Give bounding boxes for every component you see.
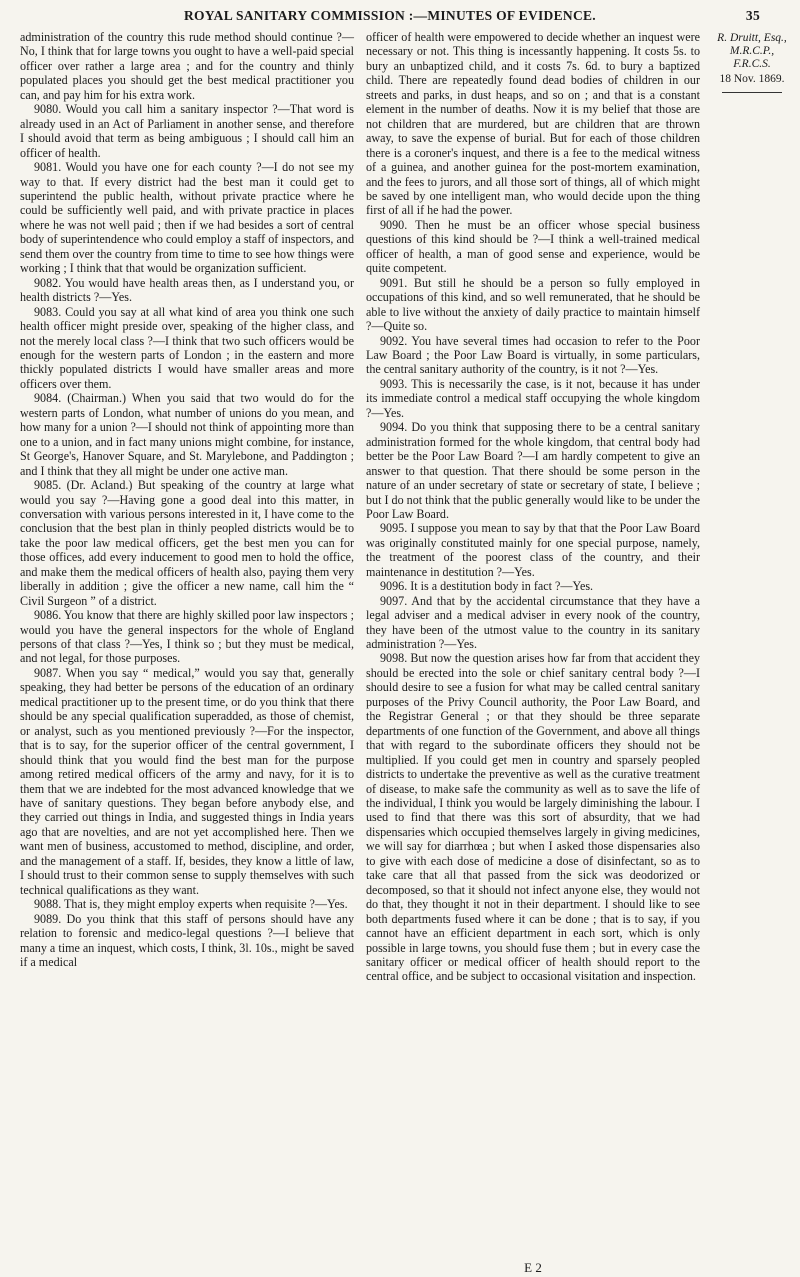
header-title: ROYAL SANITARY COMMISSION :—MINUTES OF EVIDENCE.	[184, 8, 596, 23]
evidence-date: 18 Nov. 1869.	[719, 73, 785, 85]
witness-name: R. Druitt, Esq., M.R.C.P., F.R.C.S.	[717, 32, 787, 70]
evidence-paragraph: 9090. Then he must be an officer whose special business questions of this kind should be ?—I think a well-trained medical officer of health, a man of good sense and experience, would be quite competent.	[366, 217, 700, 276]
evidence-paragraph: 9088. That is, they might employ experts when requisite ?—Yes.	[34, 897, 348, 912]
evidence-paragraph: 9098. But now the question arises how far from that accident they should be erected into the sole or chief sanitary central body ?—I should desire to see a fusion for what may be called central sanitary purposes of the Privy Council authority, the Poor Law Board, and the Registrar General ; or that they should be three separate departments of one function of the Government, and above all things that with regard to the subordinate officers they should not be multiplied. If you could get men in country and sparsely peopled districts to undertake the preventive as well as the curative treatment of disease, to make safe the community as well as to save the life of the individual, I think you would be largely diminishing the labour. I used to find that there was this sort of absurdity, that we had dispensaries which occupied themselves largely in giving medicines, we will say for diarrhœa ; but when I asked those dispensaries also to give with each dose of medicine a dose of disinfectant, so as to take care that all that passed from the sick was deodorized or decomposed, so that it should not infect anyone else, they would not do that, they thought it not in their department. I should like to see both departments fused where it can be done ; that is to say, if you cannot have an efficient department in each sort, which is only possible in large towns, you should fuse them ; but in every case the sanitary officer or medical officer of health should report to the central office, and be subject to occasional visitation and inspection.	[366, 651, 700, 984]
evidence-paragraph: administration of the country this rude method should continue ?—No, I think that for large towns you ought to have a well-paid special officer over rather a large area ; and for the country and thinly populated places you should get the best medical practitioner you can, and pay him for his extra work.	[20, 30, 354, 102]
evidence-paragraph: officer of health were empowered to decide whether an inquest were necessary or not. This thing is incessantly happening. It costs 5s. to bury an unbaptized child, and it costs 7s. 6d. to bury a baptized child. There are repeatedly found dead bodies of children in our streets and parks, in dust heaps, and so on ; and that is a constant element in the number of deaths. Now it is my belief that those are not children that are murdered, but are children that are thrown away, to save the expense of burial. But for each of those children there is a coroner's inquest, and there is a fee to the medical witness of a guinea, and another guinea for the post-mortem examination, and the fees to jurors, and all those sort of things, all of which might be saved by one intelligent man, who would decide upon the thing first of all if he had the power.	[366, 30, 700, 218]
evidence-paragraph: 9097. And that by the accidental circumstance that they have a legal adviser and a medical adviser in every nook of the country, they have been of the utmost value to the country in its sanitary administration ?—Yes.	[366, 593, 700, 652]
evidence-paragraph: 9083. Could you say at all what kind of area you think one such health officer might preside over, speaking of the higher class, and not the merely local class ?—I think that two such officers would be enough for the western parts of London ; in the eastern and more thickly populated districts I would have smaller areas and more officers over them.	[20, 304, 354, 391]
evidence-paragraph: 9086. You know that there are highly skilled poor law inspectors ; would you have the general inspectors for the whole of England persons of that class ?—Yes, I think so ; but they must be medical, and not legal, for those purposes.	[20, 608, 354, 666]
evidence-paragraph: 9093. This is necessarily the case, is it not, because it has under its immediate control a medical staff occupying the whole kingdom ?—Yes.	[366, 376, 700, 420]
evidence-paragraph: 9087. When you say “ medical,” would you say that, generally speaking, they had better be persons of the education of an ordinary medical practitioner up to the present time, or do you think that there should be any special qualification superadded, as those of chemist, or analyst, such as you mentioned previously ?—For the inspector, that is to say, for the superior officer of the central government, I should think that you would find the best man for the purpose among retired medical officers of the army and navy, for it is to them that we are indebted for the most advanced knowledge that we have of sanitary questions. They began before anybody else, and they carried out things in India, and suggested things in India years ago that are novelties, and are not yet accomplished here. Then we want men of business, accustomed to method, discipline, and order, and the management of a staff. If, besides, they know a little of law, I should trust to their common sense to supply themselves with such technical qualifications as they want.	[20, 665, 354, 897]
evidence-paragraph: 9085. (Dr. Acland.) But speaking of the country at large what would you say ?—Having gone a good deal into this matter, in conversation with various persons interested in it, I have come to the conclusion that the best plan in thinly peopled districts would be to take the poor law medical officers, get the best men you can for those offices, add every inducement to good men to hold the office, and make them the medical officers of health also, paying them very liberally in addition ; give the officer a new name, call him the “ Civil Surgeon ” of a district.	[20, 478, 354, 608]
evidence-paragraph: 9082. You would have health areas then, as I understand you, or health districts ?—Yes.	[20, 275, 354, 305]
evidence-paragraph: 9094. Do you think that supposing there to be a central sanitary administration formed for the whole kingdom, that central body had better be the Poor Law Board ?—I am hardly competent to give an answer to that question. That there should be some person in the nature of an under secretary of state or secretary of state, I believe ; but I do not think that the public generally would like to be under the Poor Law Board.	[366, 420, 700, 521]
evidence-paragraph: 9089. Do you think that this staff of persons should have any relation to forensic and medico-legal questions ?—I believe that many a time an inquest, which costs, I think, 3l. 10s., might be saved if a medical	[20, 911, 354, 969]
evidence-paragraph: 9081. Would you have one for each county ?—I do not see my way to that. If every district had the best man it could get to superintend the public health, without private practice where he could be sufficiently well paid, and with private practice in places where he was not well paid ; then if we had besides a sort of central body of superintendence who could employ a staff of inspectors, and send them over the country from time to time to see how things were working ; I think that that would be organization sufficient.	[20, 160, 354, 276]
evidence-paragraph: 9095. I suppose you mean to say by that that the Poor Law Board was originally constituted mainly for one special purpose, namely, the treatment of the poorest class of the country, and their maintenance in destitution ?—Yes.	[366, 521, 700, 579]
evidence-paragraph: 9096. It is a destitution body in fact ?—Yes.	[380, 579, 594, 594]
margin-rule	[722, 92, 782, 93]
page-number: 35	[745, 8, 760, 23]
evidence-paragraph: 9092. You have several times had occasion to refer to the Poor Law Board ; the Poor Law Board is virtually, in some particulars, the central sanitary authority of the country, is it not ?—Yes.	[366, 333, 700, 377]
evidence-paragraph: 9080. Would you call him a sanitary inspector ?—That word is already used in an Act of Parliament in another sense, and therefore I should avoid that term as being ambiguous ; I should call him an officer of health.	[20, 102, 354, 160]
left-column	[20, 30, 354, 969]
evidence-paragraph: 9084. (Chairman.) When you said that two would do for the western parts of London, what number of unions do you mean, and how many for a union ?—I should not think of appointing more than one to a union, and in fact many unions might combine, for instance, St George's, Hanover Square, and St. Marylebone, and Paddington ; and I think that they all might be under one active man.	[20, 391, 354, 478]
right-column	[366, 30, 700, 984]
signature-mark: E 2	[524, 1260, 542, 1275]
evidence-paragraph: 9091. But still he should be a person so fully employed in occupations of this kind, and so well remunerated, that he should be able to live without the anxiety of daily practice to maintain himself ?—Quite so.	[366, 275, 700, 334]
margin-note	[710, 32, 794, 93]
running-header	[20, 8, 760, 28]
